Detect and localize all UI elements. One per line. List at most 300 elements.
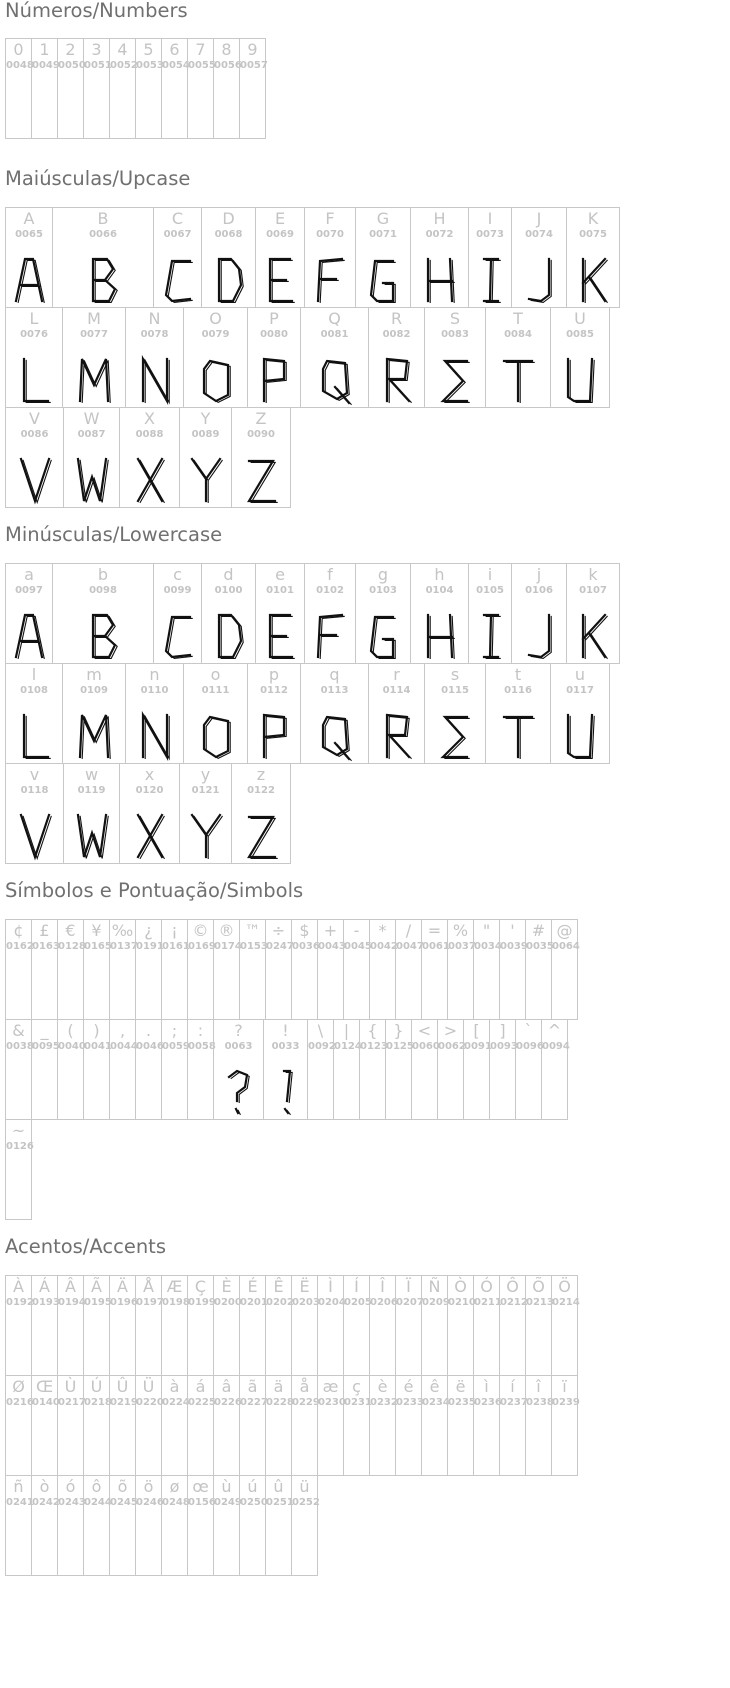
glyph-code: 0040 [58, 1041, 86, 1052]
glyph-code: 0098 [89, 585, 117, 596]
glyph-cell [83, 919, 110, 1020]
glyph-code: 0083 [441, 329, 469, 340]
glyph-code: 0070 [316, 229, 344, 240]
glyph-character: w [84, 765, 99, 784]
glyph-character: . [145, 1021, 152, 1040]
glyph-cell [5, 563, 53, 664]
glyph-code: 0049 [32, 60, 60, 71]
glyph-character: ¢ [13, 921, 24, 940]
glyph-cell [317, 1275, 344, 1376]
glyph-code: 0059 [162, 1041, 190, 1052]
font-glyph-sample [562, 355, 598, 405]
glyph-character: V [29, 409, 40, 428]
glyph-code: 0071 [369, 229, 397, 240]
glyph-code: 0050 [58, 60, 86, 71]
glyph-cell [183, 307, 248, 408]
glyph-code: 0140 [32, 1397, 60, 1408]
glyph-code: 0195 [84, 1297, 112, 1308]
glyph-cell [83, 1275, 110, 1376]
glyph-character: ) [93, 1021, 100, 1040]
glyph-cell [201, 207, 256, 308]
glyph-character: Õ [532, 1277, 545, 1296]
glyph-cell [499, 919, 526, 1020]
glyph-code: 0209 [422, 1297, 450, 1308]
glyph-character: I [487, 209, 493, 228]
glyph-code: 0213 [526, 1297, 554, 1308]
glyph-character: É [247, 1277, 258, 1296]
glyph-character: ë [455, 1377, 466, 1396]
glyph-character: k [588, 565, 598, 584]
glyph-code: 0051 [84, 60, 112, 71]
glyph-cell [541, 1019, 568, 1120]
glyph-character: ñ [13, 1477, 24, 1496]
glyph-character: æ [322, 1377, 339, 1396]
glyph-cell [187, 1475, 214, 1576]
glyph-code: 0238 [526, 1397, 554, 1408]
glyph-character: ù [221, 1477, 232, 1496]
glyph-row [5, 38, 266, 139]
glyph-code: 0114 [382, 685, 411, 696]
glyph-character: Ú [90, 1377, 103, 1396]
glyph-code: 0234 [422, 1397, 450, 1408]
glyph-cell [343, 1375, 370, 1476]
glyph-character: ` [524, 1021, 533, 1040]
glyph-character: Æ [166, 1277, 183, 1296]
glyph-code: 0194 [58, 1297, 86, 1308]
glyph-code: 0247 [266, 941, 294, 952]
glyph-character: Á [39, 1277, 50, 1296]
glyph-code: 0224 [162, 1397, 190, 1408]
glyph-code: 0105 [476, 585, 504, 596]
glyph-cell [5, 1275, 32, 1376]
glyph-cell [57, 1475, 84, 1576]
glyph-code: 0110 [140, 685, 169, 696]
glyph-character: s [450, 665, 460, 684]
glyph-code: 0091 [464, 1041, 492, 1052]
glyph-cell [511, 563, 567, 664]
glyph-character: ÷ [271, 921, 286, 940]
font-glyph-sample [422, 611, 458, 661]
glyph-character: v [29, 765, 40, 784]
glyph-code: 0033 [271, 1041, 300, 1052]
glyph-character: Ä [117, 1277, 128, 1296]
font-glyph-sample [500, 355, 536, 405]
glyph-cell [525, 1275, 552, 1376]
glyph-code: 0125 [386, 1041, 414, 1052]
glyph-character: Z [255, 409, 267, 428]
font-glyph-sample [74, 455, 110, 505]
glyph-character: | [343, 1021, 350, 1040]
glyph-code: 0043 [318, 941, 346, 952]
glyph-character: = [427, 921, 442, 940]
glyph-code: 0107 [579, 585, 607, 596]
glyph-cell [247, 307, 301, 408]
glyph-character: F [325, 209, 335, 228]
glyph-cell [135, 1375, 162, 1476]
glyph-character: 9 [247, 40, 258, 59]
font-glyph-sample [472, 255, 508, 305]
glyph-cell [239, 1375, 266, 1476]
glyph-code: 0109 [80, 685, 108, 696]
glyph-cell [213, 1275, 240, 1376]
glyph-character: ò [39, 1477, 50, 1496]
font-glyph-sample [188, 455, 224, 505]
glyph-character: A [23, 209, 35, 228]
glyph-character: n [149, 665, 160, 684]
glyph-character: œ [192, 1477, 209, 1496]
glyph-character: Ô [506, 1277, 519, 1296]
glyph-cell [317, 1375, 344, 1476]
glyph-cell [368, 307, 425, 408]
glyph-character: G [376, 209, 390, 228]
glyph-character: è [377, 1377, 388, 1396]
glyph-code: 0216 [6, 1397, 34, 1408]
glyph-character: Ó [480, 1277, 493, 1296]
glyph-cell [179, 763, 232, 864]
glyph-code: 0122 [247, 785, 275, 796]
glyph-character: _ [40, 1021, 49, 1040]
glyph-cell [52, 563, 154, 664]
font-glyph-sample [312, 255, 348, 305]
glyph-code: 0196 [110, 1297, 138, 1308]
glyph-code: 0193 [32, 1297, 60, 1308]
glyph-cell [57, 38, 84, 139]
glyph-cell [31, 1375, 58, 1476]
glyph-code: 0231 [344, 1397, 372, 1408]
glyph-cell [551, 919, 578, 1020]
glyph-cell [355, 207, 411, 308]
glyph-character: o [210, 665, 221, 684]
glyph-grid [5, 38, 266, 139]
glyph-cell [161, 919, 188, 1020]
glyph-row [5, 1119, 578, 1220]
glyph-code: 0165 [84, 941, 112, 952]
glyph-code: 0079 [201, 329, 230, 340]
glyph-cell [291, 1475, 318, 1576]
glyph-code: 0061 [422, 941, 450, 952]
glyph-character: À [13, 1277, 24, 1296]
glyph-character: Ü [142, 1377, 155, 1396]
glyph-code: 0103 [369, 585, 397, 596]
glyph-cell [83, 1475, 110, 1576]
font-glyph-sample [521, 611, 557, 661]
font-glyph-sample [11, 255, 47, 305]
glyph-code: 0162 [6, 941, 34, 952]
glyph-cell [499, 1375, 526, 1476]
glyph-character: Œ [35, 1377, 54, 1396]
glyph-character: £ [39, 921, 50, 940]
glyph-code: 0074 [525, 229, 553, 240]
glyph-character: á [195, 1377, 206, 1396]
font-glyph-sample [575, 255, 611, 305]
glyph-code: 0225 [188, 1397, 216, 1408]
glyph-cell [255, 207, 305, 308]
glyph-code: 0089 [191, 429, 220, 440]
glyph-code: 0044 [110, 1041, 138, 1052]
glyph-character: j [536, 565, 542, 584]
glyph-cell [5, 1375, 32, 1476]
glyph-cell [499, 1275, 526, 1376]
glyph-cell [109, 919, 136, 1020]
glyph-character: > [443, 1021, 458, 1040]
glyph-character: M [87, 309, 101, 328]
glyph-character: T [513, 309, 523, 328]
glyph-cell [410, 563, 469, 664]
glyph-cell [421, 919, 448, 1020]
glyph-code: 0246 [136, 1497, 164, 1508]
glyph-cell [187, 919, 214, 1020]
glyph-cell [62, 307, 126, 408]
glyph-code: 0069 [266, 229, 294, 240]
glyph-cell [333, 1019, 360, 1120]
glyph-character: ^ [547, 1021, 562, 1040]
font-glyph-sample [211, 255, 247, 305]
glyph-character: y [200, 765, 211, 784]
glyph-code: 0220 [136, 1397, 164, 1408]
glyph-cell [511, 207, 567, 308]
glyph-character: a [24, 565, 34, 584]
font-glyph-sample [76, 711, 112, 761]
glyph-cell [410, 207, 469, 308]
glyph-cell [368, 663, 425, 764]
glyph-code: 0198 [162, 1297, 190, 1308]
glyph-character: " [482, 921, 491, 940]
glyph-code: 0072 [425, 229, 454, 240]
glyph-character: Î [380, 1277, 385, 1296]
glyph-character: q [329, 665, 340, 684]
glyph-code: 0058 [188, 1041, 216, 1052]
glyph-code: 0197 [136, 1297, 164, 1308]
glyph-cell [5, 207, 53, 308]
glyph-character: 8 [221, 40, 232, 59]
glyph-cell [239, 1275, 266, 1376]
glyph-character: $ [299, 921, 310, 940]
glyph-grid [5, 919, 578, 1220]
glyph-cell [5, 38, 32, 139]
glyph-code: 0192 [6, 1297, 34, 1308]
font-glyph-sample [365, 611, 401, 661]
glyph-character: Å [143, 1277, 154, 1296]
glyph-character: z [256, 765, 266, 784]
glyph-code: 0077 [80, 329, 108, 340]
glyph-cell [255, 563, 305, 664]
glyph-character: ™ [244, 921, 261, 940]
glyph-cell [468, 207, 512, 308]
glyph-character: # [531, 921, 546, 940]
font-glyph-sample [16, 355, 52, 405]
font-glyph-sample [379, 355, 415, 405]
font-glyph-sample [160, 255, 196, 305]
glyph-character: û [273, 1477, 284, 1496]
glyph-code: 0243 [58, 1497, 86, 1508]
glyph-character: 3 [91, 40, 102, 59]
glyph-cell [31, 1475, 58, 1576]
glyph-character: Ë [299, 1277, 310, 1296]
glyph-character: à [169, 1377, 180, 1396]
glyph-cell [550, 307, 610, 408]
glyph-character: © [192, 921, 209, 940]
glyph-character: X [144, 409, 155, 428]
glyph-code: 0065 [15, 229, 43, 240]
glyph-cell [307, 1019, 334, 1120]
glyph-code: 0191 [136, 941, 164, 952]
glyph-character: d [223, 565, 234, 584]
glyph-character: ¿ [144, 921, 153, 940]
glyph-character: r [393, 665, 400, 684]
glyph-character: ‰ [111, 921, 134, 940]
glyph-cell [125, 307, 184, 408]
glyph-cell [5, 407, 64, 508]
glyph-character: : [197, 1021, 204, 1040]
glyph-row [5, 1019, 578, 1120]
glyph-cell [135, 1019, 162, 1120]
glyph-character: ì [484, 1377, 489, 1396]
font-glyph-sample [132, 455, 168, 505]
glyph-code: 0236 [474, 1397, 502, 1408]
glyph-cell [161, 38, 188, 139]
glyph-character: ! [282, 1021, 289, 1040]
font-glyph-sample [256, 711, 292, 761]
glyph-code: 0219 [110, 1397, 138, 1408]
glyph-cell [135, 38, 162, 139]
glyph-code: 0078 [140, 329, 169, 340]
glyph-character: ï [562, 1377, 567, 1396]
glyph-code: 0063 [224, 1041, 253, 1052]
glyph-code: 0102 [316, 585, 344, 596]
glyph-character: ¥ [91, 921, 102, 940]
section-title: Números/Numbers [5, 0, 188, 22]
glyph-cell [161, 1275, 188, 1376]
font-glyph-sample [160, 611, 196, 661]
glyph-code: 0200 [214, 1297, 242, 1308]
glyph-cell [525, 919, 552, 1020]
glyph-cell [57, 1019, 84, 1120]
glyph-cell [201, 563, 256, 664]
glyph-character: ç [352, 1377, 361, 1396]
glyph-code: 0229 [292, 1397, 320, 1408]
font-glyph-sample [243, 455, 279, 505]
glyph-character: S [449, 309, 461, 328]
glyph-code: 0120 [135, 785, 164, 796]
font-glyph-sample [268, 1067, 304, 1117]
glyph-character: H [433, 209, 446, 228]
glyph-character: g [377, 565, 389, 584]
glyph-cell [473, 1275, 500, 1376]
glyph-code: 0245 [110, 1497, 138, 1508]
glyph-cell [213, 919, 240, 1020]
glyph-character: J [536, 209, 542, 228]
glyph-code: 0092 [308, 1041, 336, 1052]
glyph-code: 0232 [370, 1397, 398, 1408]
section-title: Símbolos e Pontuação/Simbols [5, 879, 304, 902]
glyph-character: x [144, 765, 155, 784]
glyph-code: 0104 [425, 585, 454, 596]
glyph-cell [5, 919, 32, 1020]
font-glyph-sample [198, 355, 234, 405]
glyph-code: 0174 [214, 941, 242, 952]
glyph-row [5, 919, 578, 1020]
glyph-character: ( [67, 1021, 74, 1040]
glyph-cell [355, 563, 411, 664]
glyph-character: Ï [406, 1277, 411, 1296]
glyph-character: Ø [12, 1377, 25, 1396]
glyph-code: 0250 [240, 1497, 268, 1508]
font-glyph-sample [379, 711, 415, 761]
glyph-cell [485, 663, 551, 764]
glyph-cell [213, 1019, 264, 1120]
section-title: Acentos/Accents [5, 1235, 166, 1258]
glyph-character: 0 [13, 40, 24, 59]
glyph-code: 0088 [135, 429, 164, 440]
glyph-cell [119, 763, 180, 864]
glyph-character: í [510, 1377, 515, 1396]
glyph-cell [551, 1375, 578, 1476]
glyph-code: 0161 [162, 941, 190, 952]
font-glyph-sample [17, 455, 53, 505]
glyph-cell [187, 38, 214, 139]
glyph-code: 0108 [20, 685, 48, 696]
glyph-row [5, 407, 620, 508]
glyph-code: 0060 [412, 1041, 440, 1052]
glyph-character: ~ [11, 1121, 26, 1140]
glyph-cell [291, 1275, 318, 1376]
glyph-cell [369, 919, 396, 1020]
glyph-character: \ [317, 1021, 324, 1040]
glyph-cell [52, 207, 154, 308]
font-glyph-sample [132, 811, 168, 861]
glyph-cell [135, 1275, 162, 1376]
glyph-character: ¡ [171, 921, 178, 940]
glyph-code: 0055 [188, 60, 216, 71]
glyph-cell [300, 307, 369, 408]
font-glyph-sample [76, 355, 112, 405]
glyph-character: õ [117, 1477, 128, 1496]
glyph-code: 0115 [441, 685, 469, 696]
glyph-code: 0090 [247, 429, 275, 440]
glyph-row [5, 307, 620, 408]
glyph-character: f [327, 565, 333, 584]
glyph-cell [265, 1475, 292, 1576]
font-glyph-sample [312, 611, 348, 661]
font-glyph-sample [85, 611, 121, 661]
glyph-code: 0237 [500, 1397, 528, 1408]
glyph-code: 0121 [191, 785, 220, 796]
glyph-character: m [86, 665, 102, 684]
font-glyph-sample [317, 711, 353, 761]
glyph-cell [83, 38, 110, 139]
glyph-row [5, 1475, 578, 1576]
glyph-cell [473, 919, 500, 1020]
glyph-code: 0249 [214, 1497, 242, 1508]
glyph-cell [63, 763, 120, 864]
glyph-cell [447, 919, 474, 1020]
glyph-code: 0034 [474, 941, 502, 952]
glyph-character: h [434, 565, 445, 584]
glyph-cell [343, 919, 370, 1020]
glyph-code: 0244 [84, 1497, 112, 1508]
glyph-cell [395, 1275, 422, 1376]
glyph-code: 0100 [214, 585, 243, 596]
glyph-cell [187, 1375, 214, 1476]
font-glyph-sample [137, 711, 173, 761]
glyph-character: Ò [454, 1277, 467, 1296]
glyph-code: 0048 [6, 60, 34, 71]
glyph-code: 0214 [552, 1297, 580, 1308]
glyph-code: 0042 [370, 941, 398, 952]
glyph-code: 0228 [266, 1397, 294, 1408]
glyph-row [5, 663, 620, 764]
glyph-character: l [31, 665, 37, 684]
